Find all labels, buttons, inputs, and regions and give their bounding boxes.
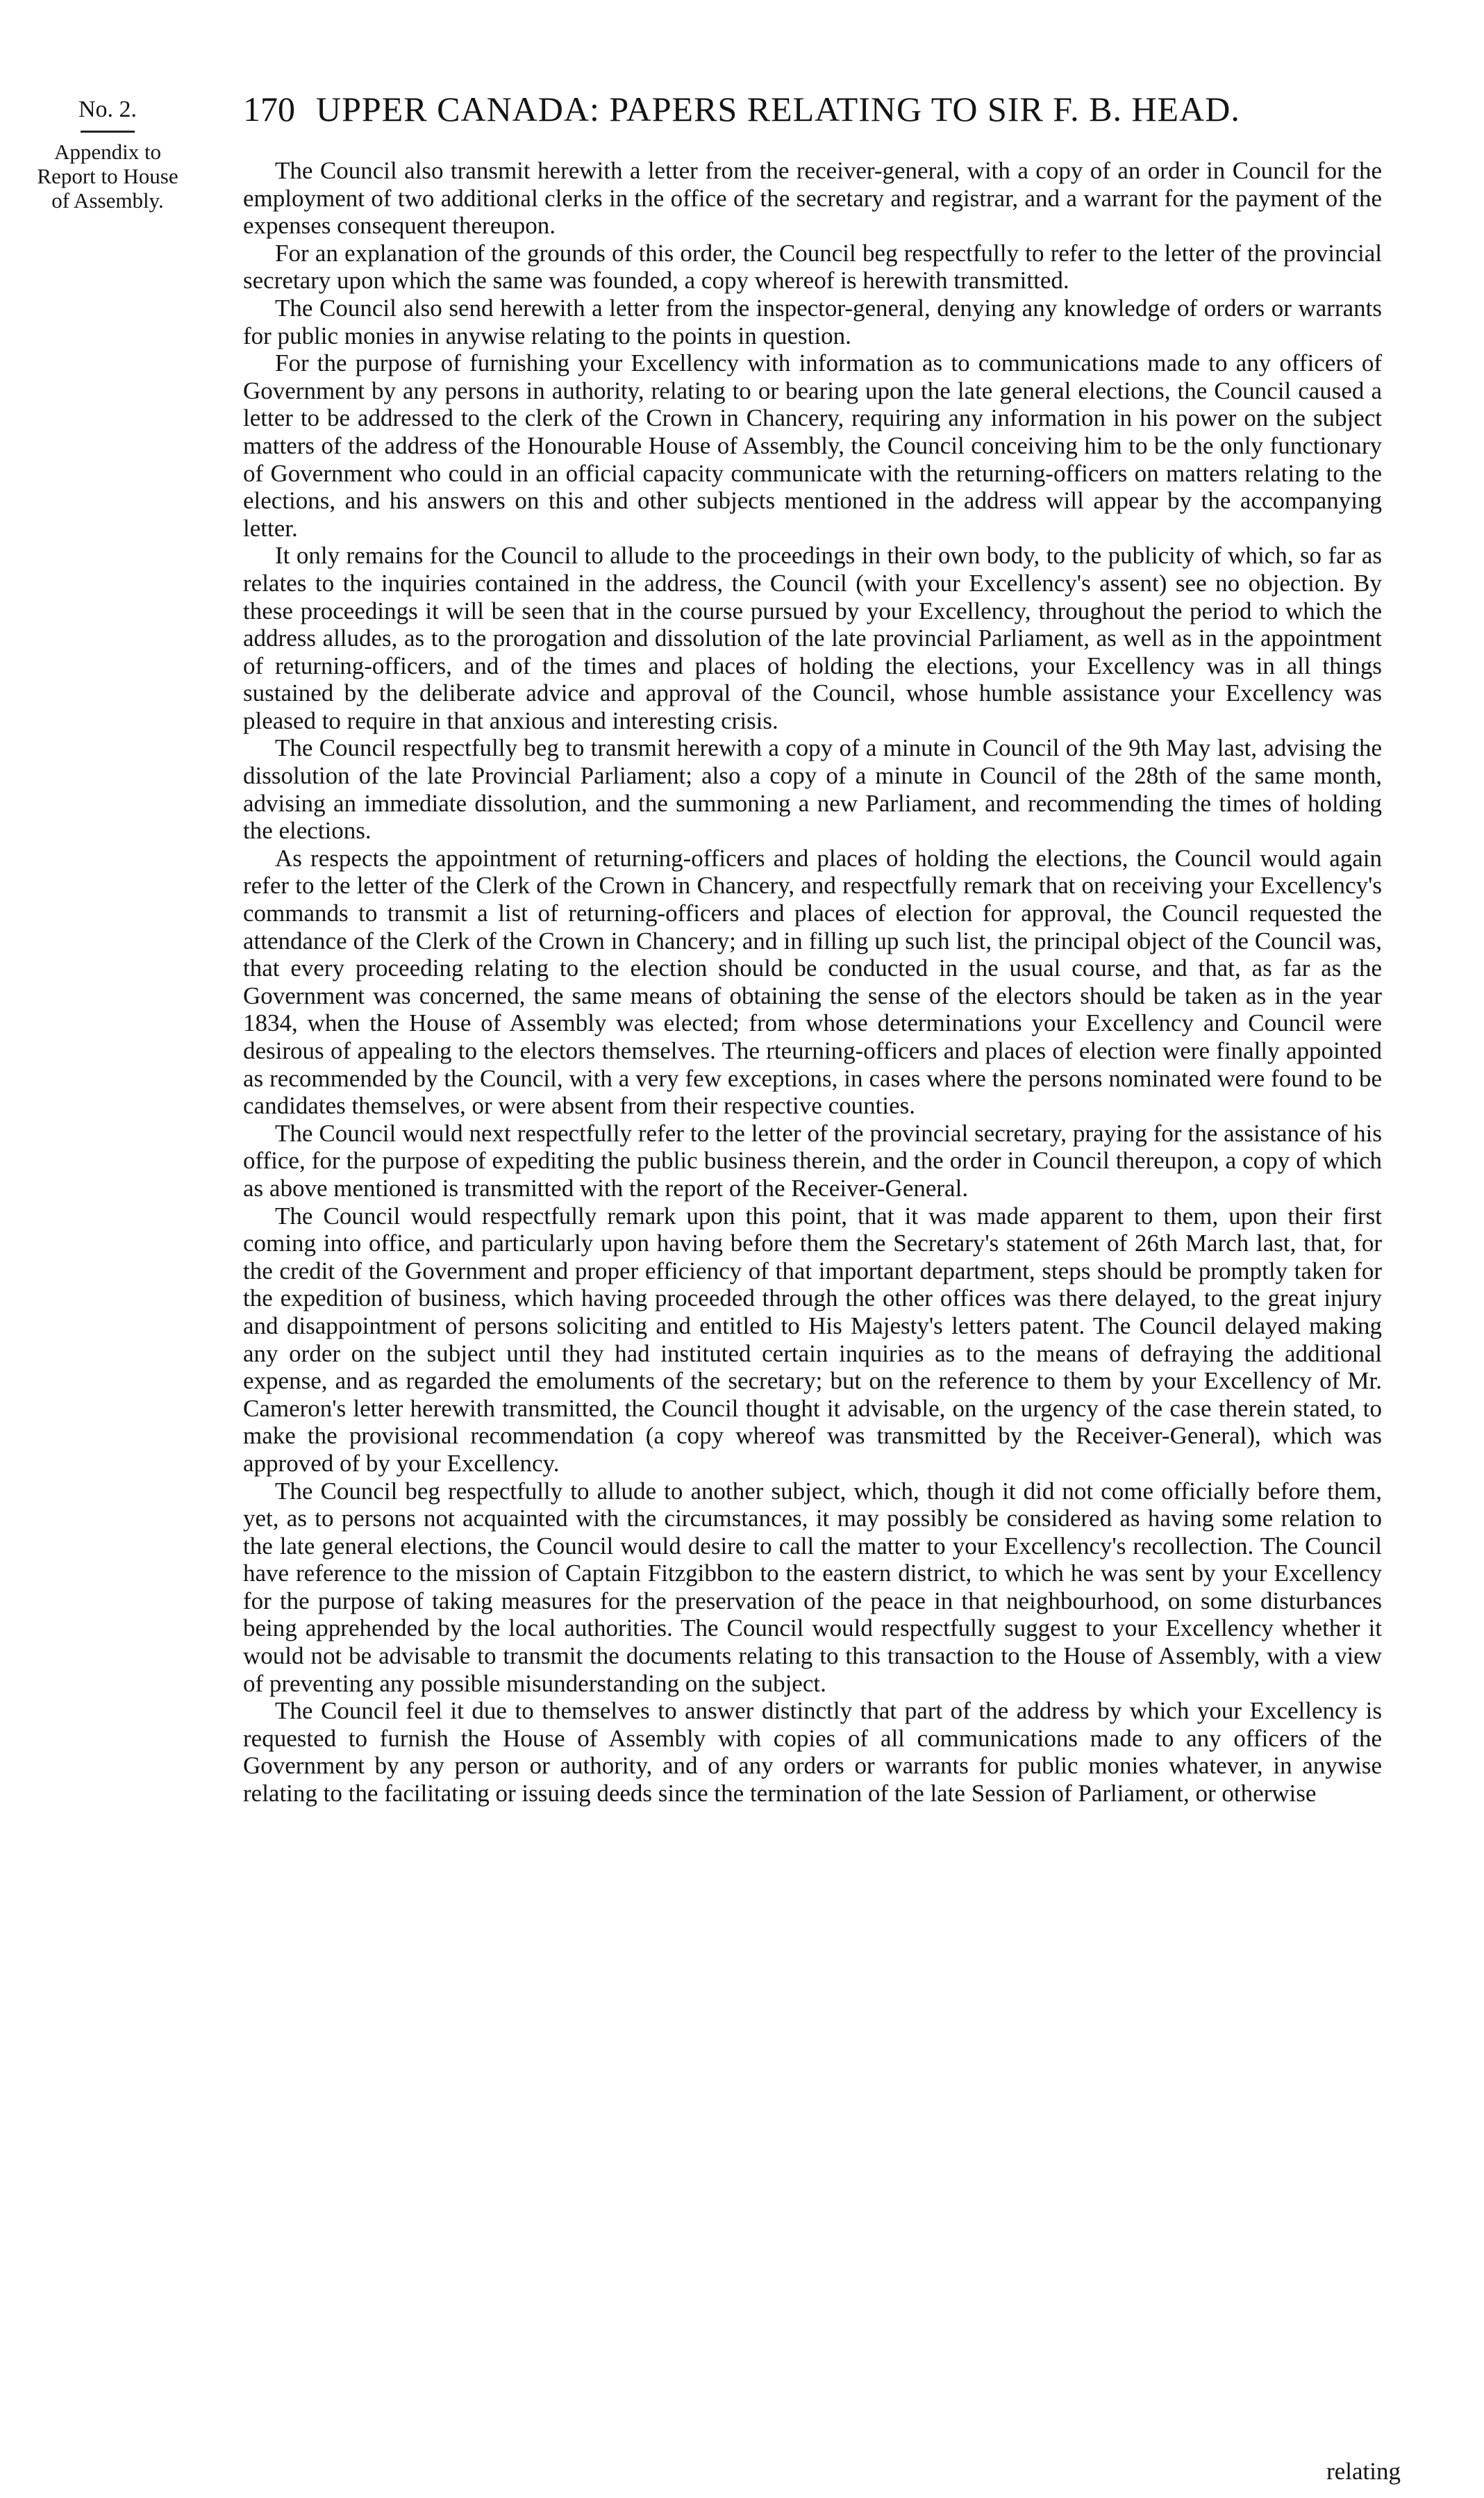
paragraph: The Council would next respectfully refer to the letter of the provincial secretary, praying for the assistance of his office, for the purpose of expediting the public business therein, and the order in Council thereupon, a copy of which as above mentioned is transmitted with the report of the Receiver-General.: [243, 1119, 1382, 1202]
paragraph: The Council feel it due to themselves to answer distinctly that part of the address by which your Excellency is requested to furnish the House of Assembly with copies of all communications made to any officers of the Government by any person or authority, and of any orders or warrants for public monies whatever, in anywise relating to the facilitating or issuing deeds since the termination of the late Session of Parliament, or otherwise: [243, 1697, 1382, 1808]
margin-rule: [81, 131, 135, 133]
paragraph: The Council respectfully beg to transmit herewith a copy of a minute in Council of the 9th May last, advising the dissolution of the late Provincial Parliament; also a copy of a minute in Council of the 28th of the same month, advising an immediate dissolution, and the summoning a new Parliament, and recommending the times of holding the elections.: [243, 734, 1382, 845]
paragraph: It only remains for the Council to allude to the proceedings in their own body, to the publicity of which, so far as relates to the inquiries contained in the address, the Council (with your Excellency's assent) see no objection. By these proceedings it will be seen that in the course pursued by your Excellency, throughout the period to which the address alludes, as to the prorogation and dissolution of the late provincial Parliament, as well as in the appointment of returning-officers, and of the times and places of holding the elections, your Excellency was in all things sustained by the deliberate advice and approval of the Council, whose humble assistance your Excellency was pleased to require in that anxious and interesting crisis.: [243, 542, 1382, 734]
page-number: 170: [243, 90, 295, 129]
appendix-line: Appendix to: [53, 140, 162, 164]
page-header: [243, 89, 1368, 139]
paragraph: The Council beg respectfully to allude to another subject, which, though it did not come officially before them, yet, as to persons not acquainted with the circumstances, it may possibly be considered as having some relation to the late general elections, the Council would desire to call the matter to your Excellency's recollection. The Council have reference to the mission of Captain Fitzgibbon to the eastern district, to which he was sent by your Excellency for the purpose of taking measures for the preservation of the peace in that neighbourhood, on some disturbances being apprehended by the local authorities. The Council would respectfully suggest to your Excellency whether it would not be advisable to transmit the documents relating to this transaction to the House of Assembly, with a view of preventing any possible misunderstanding on the subject.: [243, 1477, 1382, 1697]
appendix-line: Report to House: [37, 164, 178, 188]
document-number: No. 2.: [78, 97, 137, 122]
paragraph: As respects the appointment of returning-officers and places of holding the elections, the Council would again refer to the letter of the Clerk of the Crown in Chancery, and respectfully remark that on receiving your Excellency's commands to transmit a list of returning-officers and places of election for approval, the Council requested the attendance of the Clerk of the Crown in Chancery; and in filling up such list, the principal object of the Council was, that every proceeding relating to the election should be conducted in the usual course, and that, as far as the Government was concerned, the same means of obtaining the sense of the electors should be taken as in the year 1834, when the House of Assembly was elected; from whose determinations your Excellency and Council were desirous of appealing to the electors themselves. The rteurning-officers and places of election were finally appointed as recommended by the Council, with a very few exceptions, in cases where the persons nominated were found to be candidates themselves, or were absent from their respective counties.: [243, 844, 1382, 1120]
catchword: relating: [1326, 2458, 1401, 2485]
paragraph: The Council also transmit herewith a letter from the receiver-general, with a copy of an order in Council for the employment of two additional clerks in the office of the secretary and registrar, and a warrant for the payment of the expenses consequent thereupon.: [243, 157, 1382, 240]
paragraph: The Council also send herewith a letter from the inspector-general, denying any knowledge of orders or warrants for public monies in anywise relating to the points in question.: [243, 294, 1382, 349]
paragraph: For an explanation of the grounds of this order, the Council beg respectfully to refer to the letter of the provincial secretary upon which the same was founded, a copy whereof is herewith transmitted.: [243, 239, 1382, 295]
running-title: UPPER CANADA: PAPERS RELATING TO SIR F. B. HEAD.: [316, 90, 1240, 129]
body-text: [243, 157, 1382, 1808]
appendix-note: [21, 140, 194, 213]
margin-note: [21, 96, 194, 213]
paragraph: For the purpose of furnishing your Excellency with information as to communications made to any officers of Government by any persons in authority, relating to or bearing upon the late general elections, the Council caused a letter to be addressed to the clerk of the Crown in Chancery, requiring any information in his power on the subject matters of the address of the Honourable House of Assembly, the Council conceiving him to be the only functionary of Government who could in an official capacity communicate with the returning-officers on matters relating to the elections, and his answers on this and other subjects mentioned in the address will appear by the accompanying letter.: [243, 349, 1382, 542]
paragraph: The Council would respectfully remark upon this point, that it was made apparent to them, upon their first coming into office, and particularly upon having before them the Secretary's statement of 26th March last, that, for the credit of the Government and proper efficiency of that important department, steps should be promptly taken for the expedition of business, which having proceeded through the other offices was there delayed, to the great injury and disappointment of persons soliciting and entitled to His Majesty's letters patent. The Council delayed making any order on the subject until they had instituted certain inquiries as to the means of defraying the additional expense, and as regarded the emoluments of the secretary; but on the reference to them by your Excellency of Mr. Cameron's letter herewith transmitted, the Council thought it advisable, on the urgency of the case therein stated, to make the provisional recommendation (a copy whereof was transmitted by the Receiver-General), which was approved of by your Excellency.: [243, 1202, 1382, 1477]
appendix-line: of Assembly.: [51, 188, 164, 213]
